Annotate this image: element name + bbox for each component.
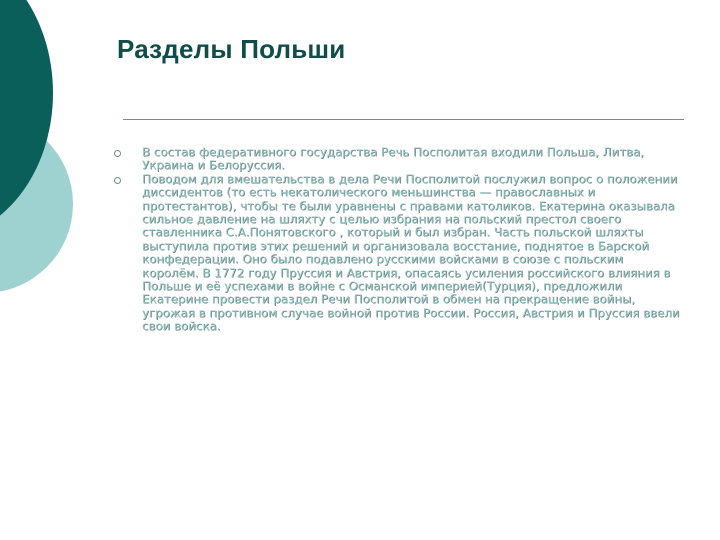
bullet-item [112,146,682,173]
title-divider [123,119,684,120]
bullet-text: В состав федеративного государства Речь Посполитая входили Польша, Литва, Украина и Белоруссия. [142,145,645,173]
bullet-item [112,173,682,334]
hollow-circle-bullet-icon [114,150,121,157]
bullet-text: Поводом для вмешательства в дела Речи Посполитой послужил вопрос о положении диссидентов (то есть некатолического меньшинства — православных и протестантов), чтобы те были уравнены с правами католиков. Екатерина оказывала сильное давление на шляхту с целью избрания на польский престол своего ставленника С.А.Понятовского , который и был избран. Часть польской шляхты выступила против этих решений и организовала восстание, поднятое в Барской конфедерации. Оно было подавлено русскими войсками в союзе с польским королём. В 1772 году Пруссия и Австрия, опасаясь усиления российского влияния в Польше и её успехами в войне с Османской империей(Турция), предложили Екатерине провести раздел Речи Посполитой в обмен на прекращение войны, угрожая в противном случае войной против России. Россия, Австрия и Пруссия ввели свои войска. [142,171,680,334]
bullet-list [112,146,682,334]
slide-title: Разделы Польши [117,34,346,64]
hollow-circle-bullet-icon [114,177,121,184]
